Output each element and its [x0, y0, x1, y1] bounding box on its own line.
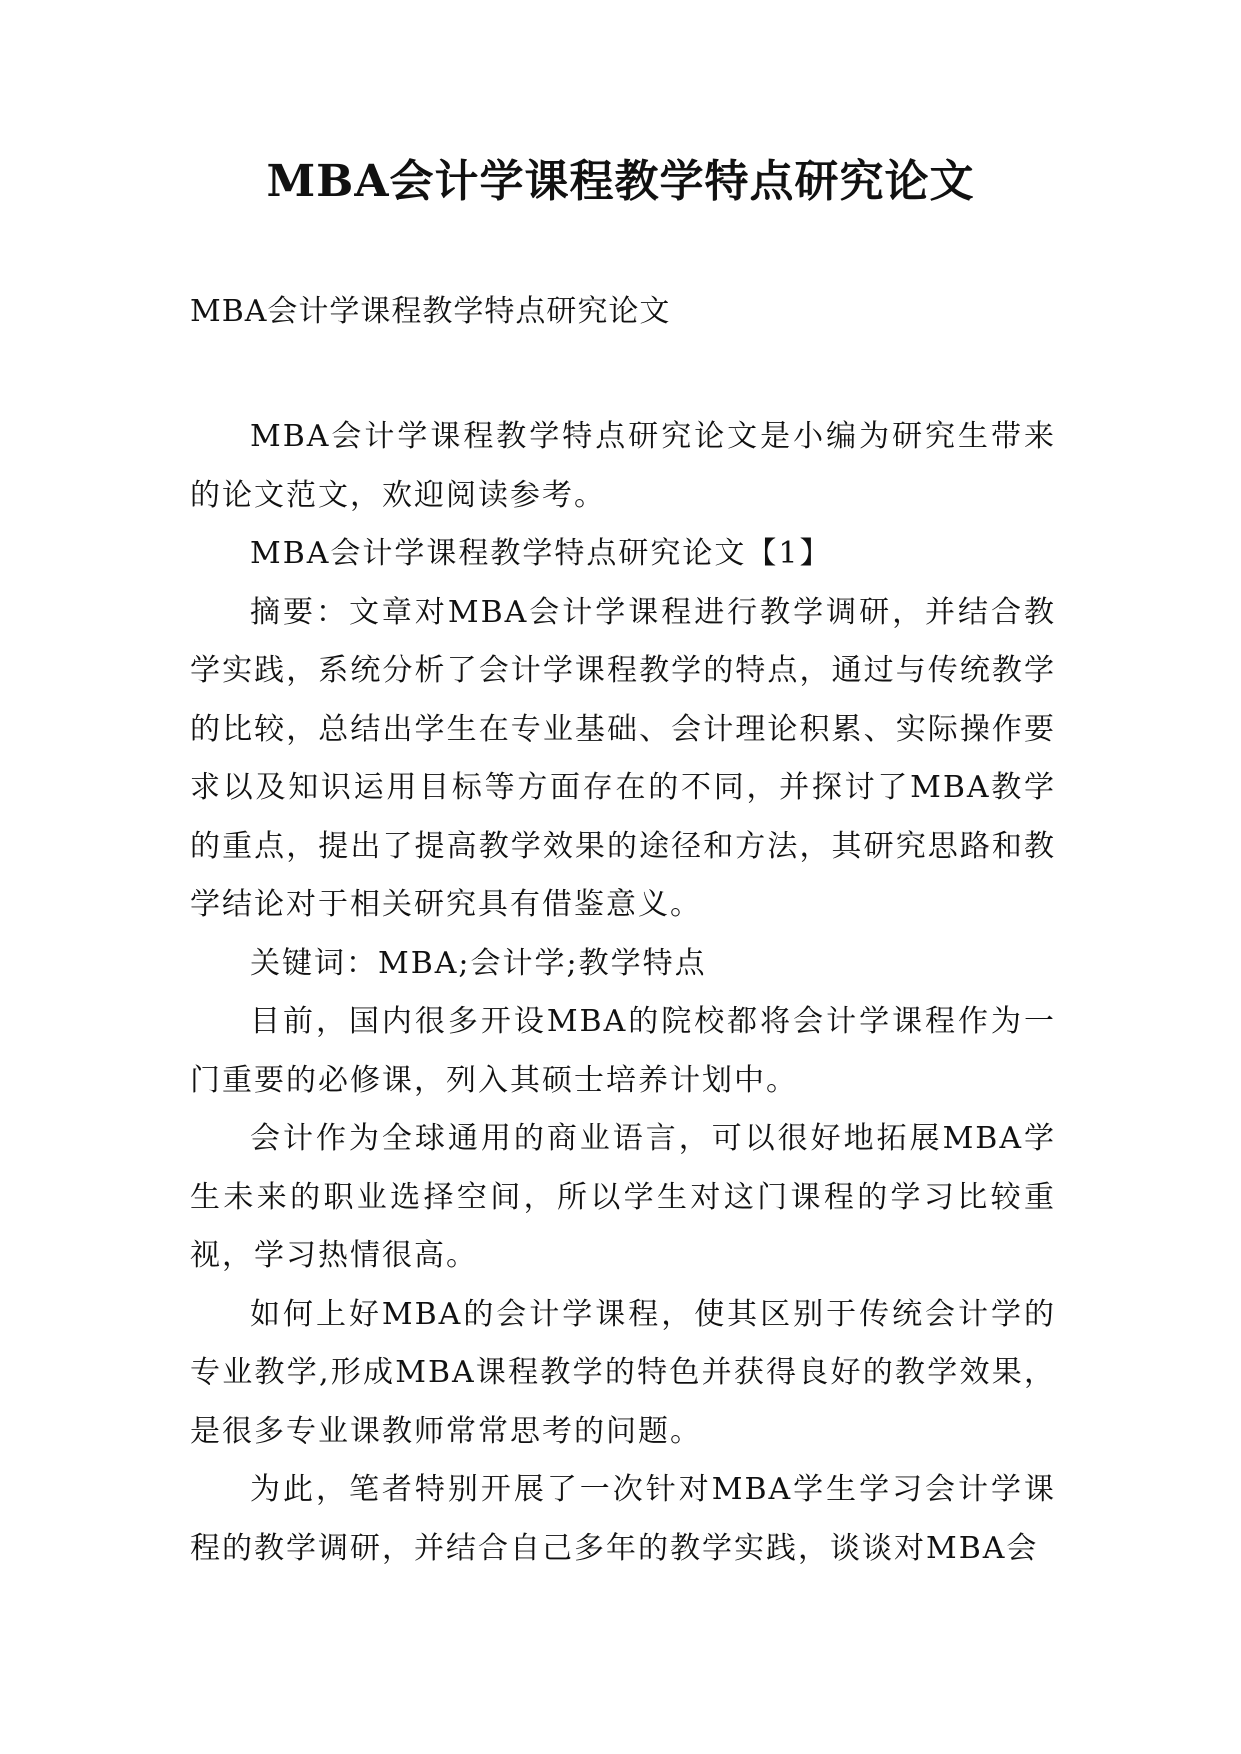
body-paragraph: 如何上好MBA的会计学课程，使其区别于传统会计学的专业教学,形成MBA课程教学的特色并获得良好的教学效果，是很多专业课教师常常思考的问题。 [190, 1296, 1056, 1449]
document-body [190, 408, 1056, 1578]
document-subtitle: MBA会计学课程教学特点研究论文 [190, 294, 671, 329]
body-paragraph: 目前，国内很多开设MBA的院校都将会计学课程作为一门重要的必修课，列入其硕士培养计划中。 [190, 1004, 1056, 1098]
abstract-paragraph: 摘要：文章对MBA会计学课程进行教学调研，并结合教学实践，系统分析了会计学课程教学的特点，通过与传统教学的比较，总结出学生在专业基础、会计理论积累、实际操作要求以及知识运用目标等方面存在的不同，并探讨了MBA教学的重点，提出了提高教学效果的途径和方法，其研究思路和教学结论对于相关研究具有借鉴意义。 [190, 594, 1056, 922]
document-title: MBA会计学课程教学特点研究论文 [266, 156, 975, 207]
body-paragraph: 会计作为全球通用的商业语言，可以很好地拓展MBA学生未来的职业选择空间，所以学生对这门课程的学习比较重视，学习热情很高。 [190, 1121, 1056, 1273]
body-paragraph: 为此，笔者特别开展了一次针对MBA学生学习会计学课程的教学调研，并结合自己多年的教学实践，谈谈对MBA会 [190, 1472, 1056, 1566]
section-heading: MBA会计学课程教学特点研究论文【1】 [250, 536, 832, 571]
keywords-paragraph: 关键词：MBA;会计学;教学特点 [250, 945, 707, 981]
intro-paragraph: MBA会计学课程教学特点研究论文是小编为研究生带来的论文范文，欢迎阅读参考。 [190, 419, 1056, 513]
